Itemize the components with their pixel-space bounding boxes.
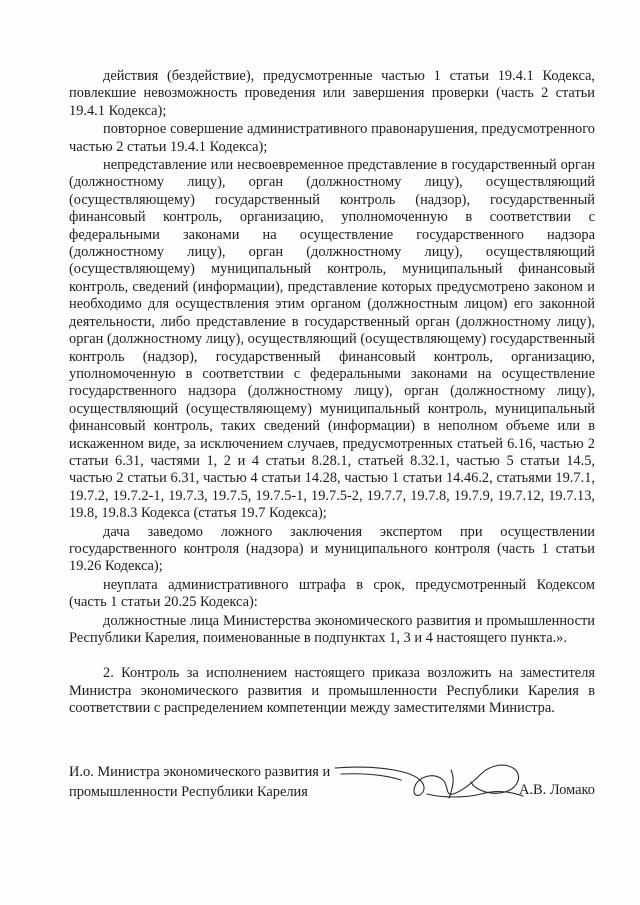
signatory-position [69,762,369,802]
handwritten-signature [331,754,531,810]
signatory-position-line-1: И.о. Министра экономического развития и [69,764,331,780]
paragraph-obstruction: действия (бездействие), предусмотренные частью 1 статьи 19.4.1 Кодекса, повлекшие невозможность проведения или завершения проверки (часть 2 статьи 19.4.1 Кодекса); [69,68,595,119]
paragraph-false-expert-opinion: дача заведомо ложного заключения экспертом при осуществлении государственного контроля (надзора) и муниципального контроля (часть 1 статьи 19.26 Кодекса); [69,523,595,575]
signatory-position-line-2: промышленности Республики Карелия [69,784,308,800]
paragraph-unpaid-fine: неуплата административного штрафа в срок, предусмотренный Кодексом (часть 1 статьи 20.25 Кодекса): [69,576,595,611]
signature-block [69,760,595,820]
paragraph-officials: должностные лица Министерства экономического развития и промышленности Республики Карелия, поименованные в подпунктах 1, 3 и 4 настоящего пункта.». [69,612,595,646]
paragraph-control-clause: 2. Контроль за исполнением настоящего приказа возложить на заместителя Министра экономического развития и промышленности Республики Карелия в соответствии с распределением компетенции между заместителями Министра. [69,665,595,717]
paragraph-repeat-offense: повторное совершение административного правонарушения, предусмотренного частью 2 статьи 19.4.1 Кодекса); [69,121,595,155]
paragraph-nonsubmission: непредставление или несвоевременное представление в государственный орган (должностному лицу), орган (должностному лицу), осуществляющий (осуществляющему) государственный контроль (надзор), государственный финансовый контроль, организацию, уполномоченную в соответствии с федеральными законами на осуществление государственного надзора (должностному лицу), орган (должностному лицу), осуществляющий (осуществляющему) муниципальный контроль, муниципальный финансовый контроль, сведений (информации), представление которых предусмотрено законом и необходимо для осуществления этим органом (должностным лицом) его законной деятельности, либо представление в государственный орган (должностному лицу), орган (должностному лицу), осуществляющий (осуществляющему) государственный контроль (надзор), государственный финансовый контроль, организацию, уполномоченную в соответствии с федеральными законами на осуществление государственного надзора (должностному лицу), орган (должностному лицу), осуществляющий (осуществляющему) муниципальный контроль, муниципальный финансовый контроль, таких сведений (информации) в неполном объеме или в искаженном виде, за исключением случаев, предусмотренных статьей 6.16, частью 2 статьи 6.31, частями 1, 2 и 4 статьи 8.28.1, статьей 8.32.1, частью 5 статьи 14.5, частью 2 статьи 6.31, частью 4 статьи 14.28, частью 1 статьи 14.46.2, статьями 19.7.1, 19.7.2, 19.7.2-1, 19.7.3, 19.7.5, 19.7.5-1, 19.7.5-2, 19.7.7, 19.7.8, 19.7.9, 19.7.12, 19.7.13, 19.8, 19.8.3 Кодекса (статья 19.7 Кодекса); [69,157,595,522]
document-body [69,68,595,718]
signatory-name: А.В. Ломако [519,782,595,798]
